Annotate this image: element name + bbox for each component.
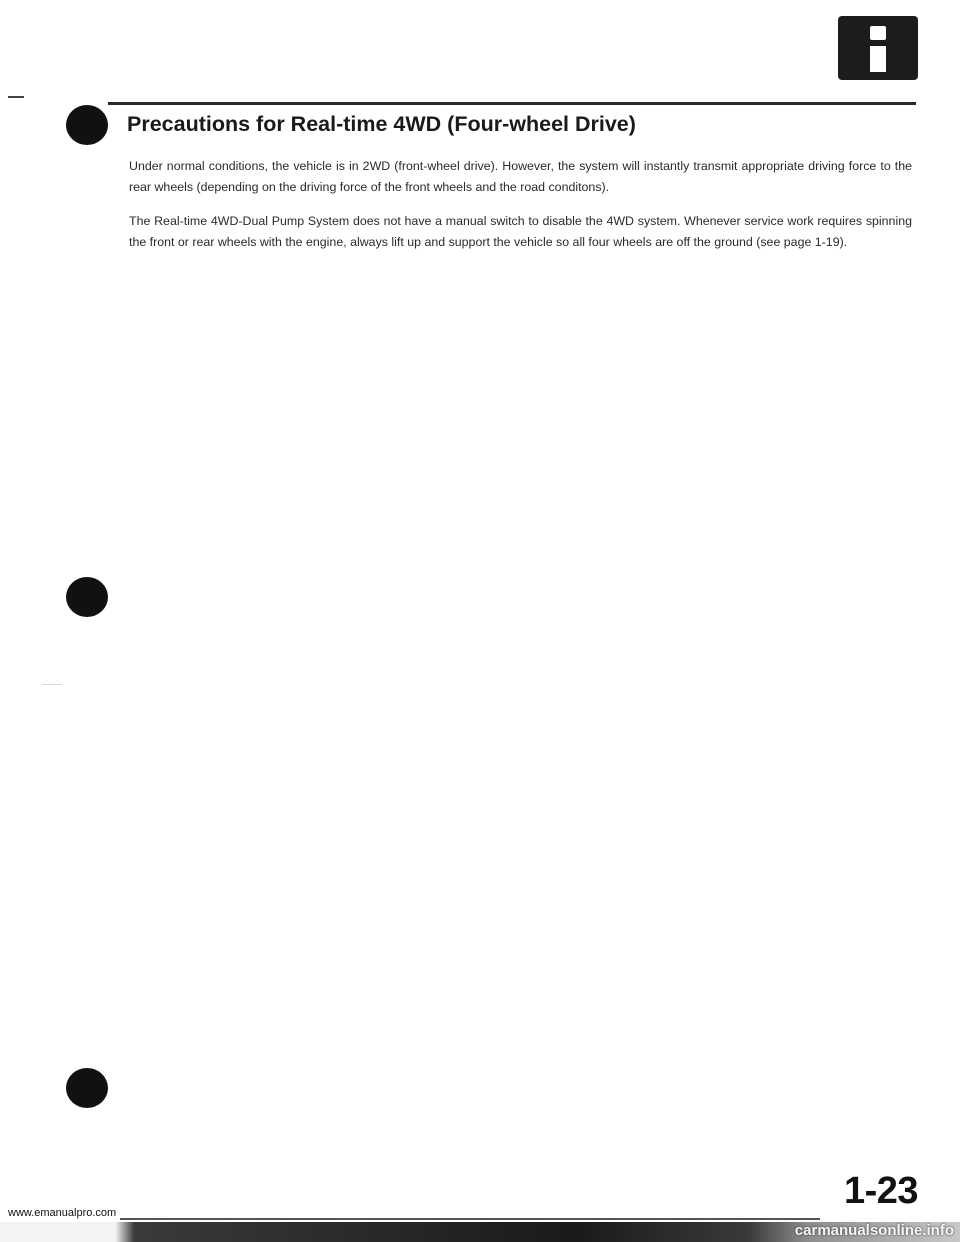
info-icon: [838, 16, 918, 80]
footer-url-left[interactable]: www.emanualpro.com: [8, 1207, 117, 1219]
scan-mark: [42, 684, 62, 685]
paragraph-no-manual-switch: The Real-time 4WD-Dual Pump System does not have a manual switch to disable the 4WD system. Whenever service work requires spinning the front or rear wheels with the engine, always lift up and support the vehicle so all four wheels are off the ground (see page 1-19).: [129, 214, 912, 249]
section-title: Precautions for Real-time 4WD (Four-wheel Drive): [127, 112, 636, 136]
footer-rule: [120, 1218, 820, 1220]
info-icon-dot: [870, 26, 886, 40]
header-rule: [108, 102, 916, 105]
footer-url-right[interactable]: carmanualsonline.info: [794, 1222, 954, 1239]
page-number: 1-23: [843, 1170, 918, 1212]
binder-hole-icon: [66, 1068, 108, 1108]
info-icon-stem: [870, 46, 886, 72]
binder-hole-icon: [66, 577, 108, 617]
margin-tick: [8, 96, 24, 98]
binder-hole-icon: [66, 105, 108, 145]
paragraph-normal-conditions: Under normal conditions, the vehicle is in 2WD (front-wheel drive). However, the system will instantly transmit appropriate driving force to the rear wheels (depending on the driving force of the front wheels and the road conditons).: [129, 159, 912, 194]
